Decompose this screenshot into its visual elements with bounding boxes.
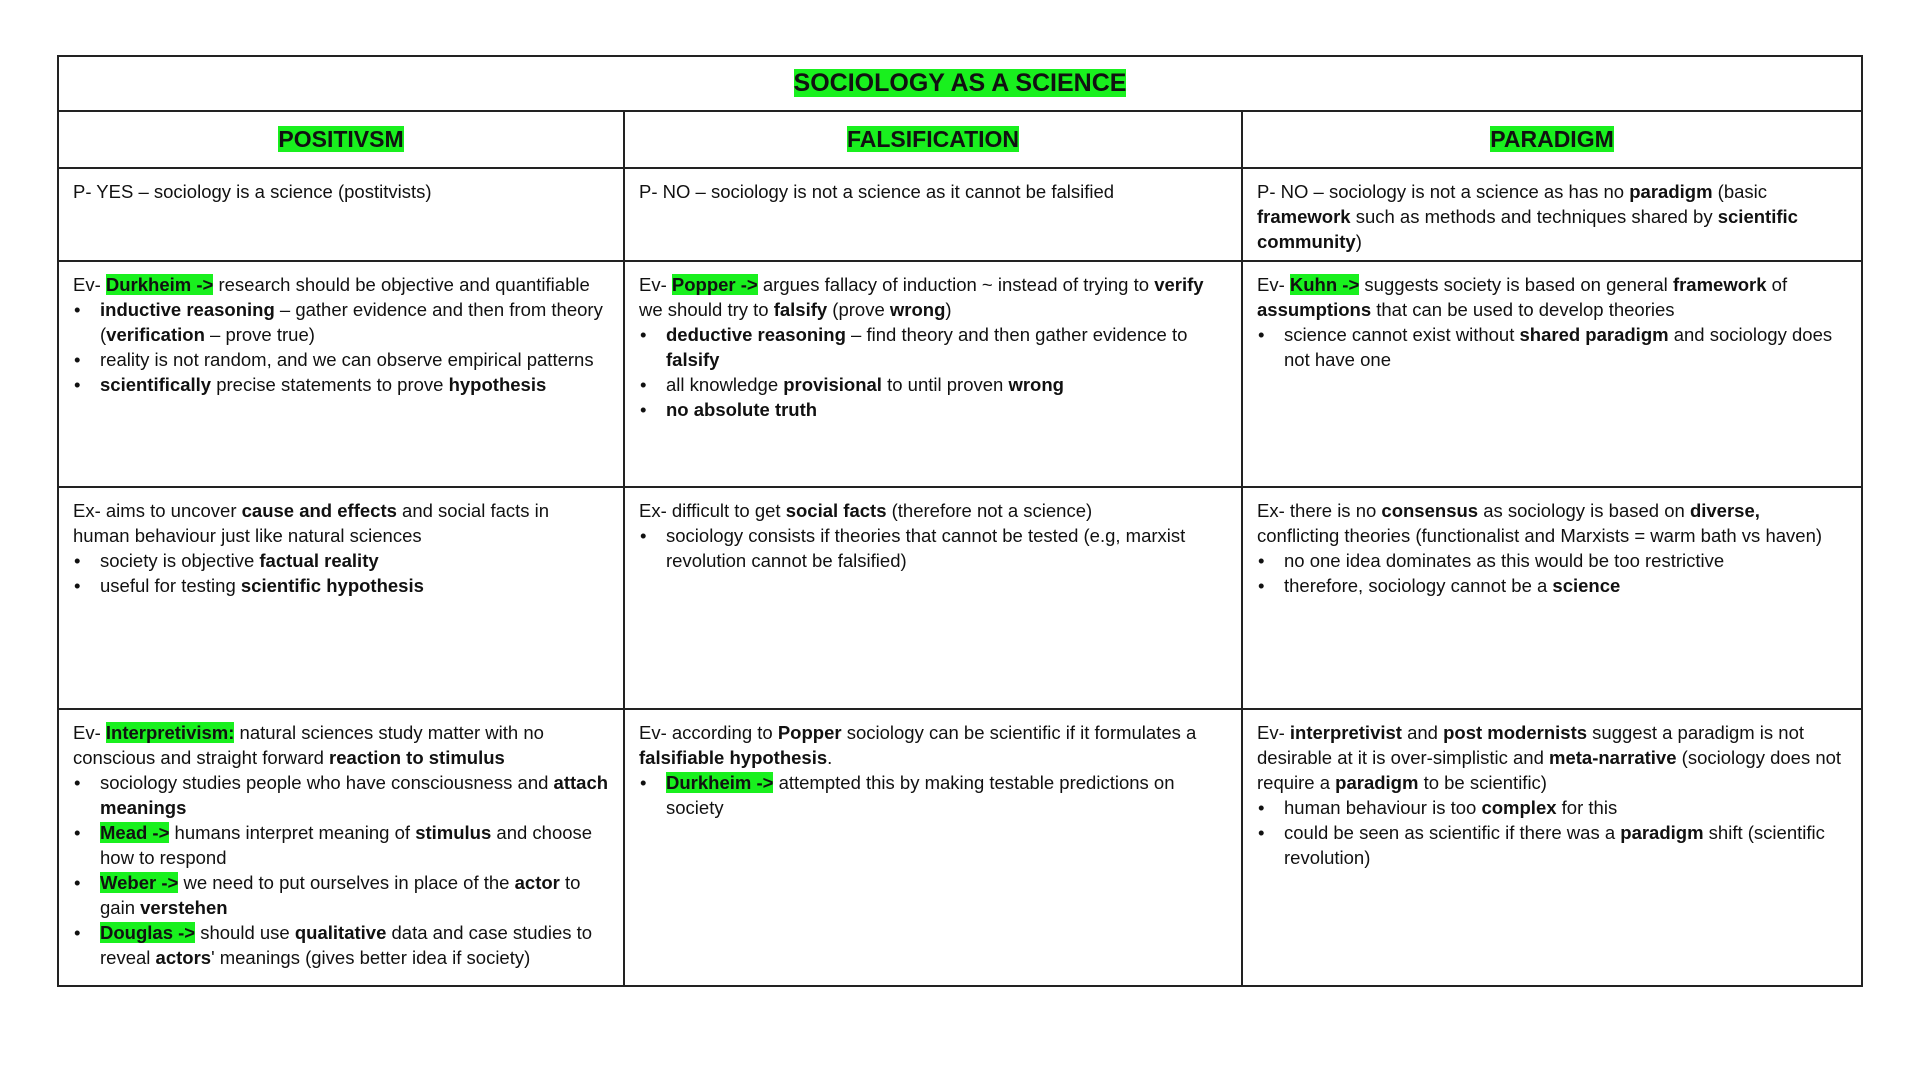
bold-term: Popper bbox=[777, 722, 842, 743]
list-item bbox=[666, 372, 1227, 397]
bullet-list bbox=[73, 297, 609, 397]
text-segment: suggest a paradigm is not desirable at it is over-simplistic and bbox=[1257, 722, 1805, 768]
text-segment: that can be used to develop theories bbox=[1371, 299, 1675, 320]
cell-paragraph bbox=[639, 720, 1227, 770]
list-item bbox=[666, 523, 1227, 573]
text-segment: sociology can be scientific if it formulates a bbox=[841, 722, 1197, 743]
cell-paragraph bbox=[73, 498, 609, 548]
list-item bbox=[100, 573, 609, 598]
text-segment: humans interpret meaning of bbox=[169, 822, 416, 843]
bold-term: shared paradigm bbox=[1519, 324, 1669, 345]
table-row-evaluation bbox=[58, 709, 1862, 986]
bullet-list bbox=[73, 548, 609, 598]
bullet-list bbox=[639, 523, 1227, 573]
list-item bbox=[666, 322, 1227, 372]
bold-term: falsify bbox=[773, 299, 828, 320]
cell-evaluation-paradigm bbox=[1242, 709, 1862, 986]
highlighted-term: Durkheim -> bbox=[666, 772, 774, 793]
bullet-list bbox=[639, 770, 1227, 820]
bold-term: wrong bbox=[1008, 374, 1064, 395]
bold-term: wrong bbox=[889, 299, 946, 320]
text-segment: such as methods and techniques shared by bbox=[1350, 206, 1718, 227]
text-segment: Ev- according to bbox=[639, 722, 778, 743]
cell-point-positivism bbox=[58, 168, 624, 261]
text-segment: sociology consists if theories that cannot be tested (e.g, marxist revolution cannot be falsified) bbox=[666, 525, 1186, 571]
cell-point-paradigm bbox=[1242, 168, 1862, 261]
bold-term: scientifically bbox=[100, 374, 212, 395]
text-segment: (prove bbox=[827, 299, 890, 320]
bold-term: hypothesis bbox=[448, 374, 547, 395]
bold-term: verification bbox=[106, 324, 205, 345]
list-item bbox=[100, 920, 609, 970]
text-segment: Ev- bbox=[73, 274, 106, 295]
bold-term: diverse, bbox=[1689, 500, 1760, 521]
list-item bbox=[100, 372, 609, 397]
bold-term: verify bbox=[1154, 274, 1204, 295]
cell-paragraph bbox=[73, 272, 609, 297]
cell-evidence-paradigm bbox=[1242, 261, 1862, 487]
text-segment: we should try to bbox=[639, 299, 774, 320]
bold-term: meta-narrative bbox=[1549, 747, 1677, 768]
table-row-evidence bbox=[58, 261, 1862, 487]
cell-evidence-positivism bbox=[58, 261, 624, 487]
text-segment: precise statements to prove bbox=[211, 374, 449, 395]
list-item bbox=[100, 820, 609, 870]
bold-term: provisional bbox=[783, 374, 882, 395]
bold-term: no absolute truth bbox=[666, 399, 818, 420]
text-segment: research should be objective and quantifiable bbox=[213, 274, 590, 295]
text-segment: all knowledge bbox=[666, 374, 784, 395]
text-segment: should use bbox=[195, 922, 295, 943]
text-segment: no one idea dominates as this would be too restrictive bbox=[1284, 550, 1725, 571]
text-segment: Ev- bbox=[1257, 722, 1290, 743]
list-item bbox=[1284, 322, 1847, 372]
table-title: SOCIOLOGY AS A SCIENCE bbox=[793, 69, 1127, 97]
text-segment: and choose how to respond bbox=[100, 822, 593, 868]
bold-term: falsifiable hypothesis bbox=[639, 747, 828, 768]
text-segment: science cannot exist without bbox=[1284, 324, 1520, 345]
column-header-positivism: POSITIVSM bbox=[58, 111, 624, 168]
list-item bbox=[1284, 573, 1847, 598]
bold-term: factual reality bbox=[259, 550, 379, 571]
text-segment: Ev- bbox=[639, 274, 672, 295]
bold-term: deductive reasoning bbox=[666, 324, 846, 345]
text-segment: Ex- difficult to get bbox=[639, 500, 786, 521]
text-segment: – prove true) bbox=[204, 324, 315, 345]
bold-term: framework bbox=[1257, 206, 1351, 227]
text-segment: to until proven bbox=[881, 374, 1009, 395]
text-segment: human behaviour is too bbox=[1284, 797, 1482, 818]
text-segment: – find theory and then gather evidence to bbox=[845, 324, 1188, 345]
highlighted-term: Popper -> bbox=[671, 274, 758, 295]
bold-term: complex bbox=[1481, 797, 1557, 818]
list-item bbox=[666, 397, 1227, 422]
cell-paragraph bbox=[1257, 498, 1847, 548]
bold-term: stimulus bbox=[415, 822, 492, 843]
text-segment: (therefore not a science) bbox=[886, 500, 1093, 521]
text-segment: and sociology does not have one bbox=[1284, 324, 1833, 370]
list-item bbox=[100, 770, 609, 820]
text-segment: and social facts in human behaviour just like natural sciences bbox=[73, 500, 550, 546]
list-item bbox=[666, 770, 1227, 820]
bold-term: assumptions bbox=[1257, 299, 1372, 320]
text-segment: (sociology does not require a bbox=[1257, 747, 1842, 793]
text-segment: useful for testing bbox=[100, 575, 241, 596]
text-segment: and bbox=[1401, 722, 1444, 743]
bold-term: attach meanings bbox=[100, 772, 609, 818]
text-segment: data and case studies to reveal bbox=[100, 922, 593, 968]
bold-term: inductive reasoning bbox=[100, 299, 275, 320]
text-segment: conflicting theories (functionalist and Marxists = warm bath vs haven) bbox=[1257, 525, 1823, 546]
bold-term: actors bbox=[155, 947, 212, 968]
bullet-list bbox=[1257, 795, 1847, 870]
bold-term: paradigm bbox=[1620, 822, 1704, 843]
bullet-list bbox=[73, 770, 609, 970]
list-item bbox=[1284, 795, 1847, 820]
list-item bbox=[100, 347, 609, 372]
text-segment: Ev- bbox=[73, 722, 106, 743]
table-row-example bbox=[58, 487, 1862, 709]
text-segment: P- YES – sociology is a science (postitvists) bbox=[73, 181, 432, 202]
bullet-list bbox=[1257, 322, 1847, 372]
science-table bbox=[57, 55, 1863, 987]
bold-term: qualitative bbox=[294, 922, 387, 943]
text-segment: Ex- aims to uncover bbox=[73, 500, 242, 521]
cell-evaluation-falsification bbox=[624, 709, 1242, 986]
list-item bbox=[100, 548, 609, 573]
text-segment: could be seen as scientific if there was a bbox=[1284, 822, 1621, 843]
cell-paragraph bbox=[1257, 720, 1847, 795]
cell-paragraph bbox=[639, 179, 1227, 204]
text-segment: Ex- there is no bbox=[1257, 500, 1382, 521]
text-segment: Ev- bbox=[1257, 274, 1290, 295]
cell-point-falsification bbox=[624, 168, 1242, 261]
cell-example-paradigm bbox=[1242, 487, 1862, 709]
text-segment: . bbox=[827, 747, 833, 768]
bold-term: framework bbox=[1672, 274, 1767, 295]
text-segment: P- NO – sociology is not a science as has no bbox=[1257, 181, 1630, 202]
bold-term: scientific hypothesis bbox=[240, 575, 424, 596]
text-segment: ) bbox=[945, 299, 952, 320]
text-segment: as sociology is based on bbox=[1478, 500, 1690, 521]
table-row-point bbox=[58, 168, 1862, 261]
list-item bbox=[1284, 820, 1847, 870]
text-segment: therefore, sociology cannot be a bbox=[1284, 575, 1553, 596]
text-segment: shift (scientific revolution) bbox=[1284, 822, 1825, 868]
cell-evaluation-positivism bbox=[58, 709, 624, 986]
cell-paragraph bbox=[73, 720, 609, 770]
cell-paragraph bbox=[639, 272, 1227, 322]
text-segment: natural sciences study matter with no conscious and straight forward bbox=[73, 722, 544, 768]
bold-term: falsify bbox=[666, 349, 720, 370]
highlighted-term: Mead -> bbox=[100, 822, 170, 843]
bold-term: actor bbox=[514, 872, 560, 893]
bold-term: post modernists bbox=[1443, 722, 1588, 743]
bold-term: reaction to stimulus bbox=[329, 747, 505, 768]
text-segment: ) bbox=[1355, 231, 1362, 252]
bold-term: science bbox=[1552, 575, 1621, 596]
text-segment: suggests society is based on general bbox=[1359, 274, 1673, 295]
column-header-falsification: FALSIFICATION bbox=[624, 111, 1242, 168]
text-segment: of bbox=[1766, 274, 1788, 295]
bold-term: scientific community bbox=[1257, 206, 1798, 252]
bold-term: cause and effects bbox=[241, 500, 397, 521]
list-item bbox=[100, 297, 609, 347]
bold-term: paradigm bbox=[1335, 772, 1419, 793]
text-segment: society is objective bbox=[100, 550, 260, 571]
text-segment: sociology studies people who have consciousness and bbox=[100, 772, 554, 793]
cell-paragraph bbox=[1257, 179, 1847, 254]
highlighted-term: Kuhn -> bbox=[1289, 274, 1360, 295]
table-title-cell bbox=[58, 56, 1862, 111]
bold-term: social facts bbox=[785, 500, 887, 521]
text-segment: ' meanings (gives better idea if society) bbox=[211, 947, 531, 968]
bold-term: verstehen bbox=[140, 897, 228, 918]
highlighted-term: Douglas -> bbox=[100, 922, 196, 943]
text-segment: P- NO – sociology is not a science as it cannot be falsified bbox=[639, 181, 1115, 202]
cell-example-falsification bbox=[624, 487, 1242, 709]
cell-paragraph bbox=[639, 498, 1227, 523]
cell-paragraph bbox=[73, 179, 609, 204]
text-segment: to be scientific) bbox=[1418, 772, 1547, 793]
text-segment: we need to put ourselves in place of the bbox=[178, 872, 515, 893]
list-item bbox=[100, 870, 609, 920]
bullet-list bbox=[1257, 548, 1847, 598]
text-segment: – gather evidence and then from theory ( bbox=[100, 299, 603, 345]
text-segment: for this bbox=[1556, 797, 1618, 818]
list-item bbox=[1284, 548, 1847, 573]
bold-term: consensus bbox=[1381, 500, 1479, 521]
bold-term: interpretivist bbox=[1289, 722, 1402, 743]
column-header-paradigm: PARADIGM bbox=[1242, 111, 1862, 168]
highlighted-term: Interpretivism: bbox=[105, 722, 235, 743]
highlighted-term: Weber -> bbox=[100, 872, 179, 893]
text-segment: attempted this by making testable predictions on society bbox=[666, 772, 1175, 818]
text-segment: to gain bbox=[100, 872, 581, 918]
text-segment: reality is not random, and we can observe empirical patterns bbox=[100, 349, 594, 370]
bullet-list bbox=[639, 322, 1227, 422]
cell-paragraph bbox=[1257, 272, 1847, 322]
cell-example-positivism bbox=[58, 487, 624, 709]
bold-term: paradigm bbox=[1629, 181, 1713, 202]
highlighted-term: Durkheim -> bbox=[105, 274, 214, 295]
cell-evidence-falsification bbox=[624, 261, 1242, 487]
text-segment: argues fallacy of induction ~ instead of trying to bbox=[757, 274, 1155, 295]
text-segment: (basic bbox=[1712, 181, 1768, 202]
